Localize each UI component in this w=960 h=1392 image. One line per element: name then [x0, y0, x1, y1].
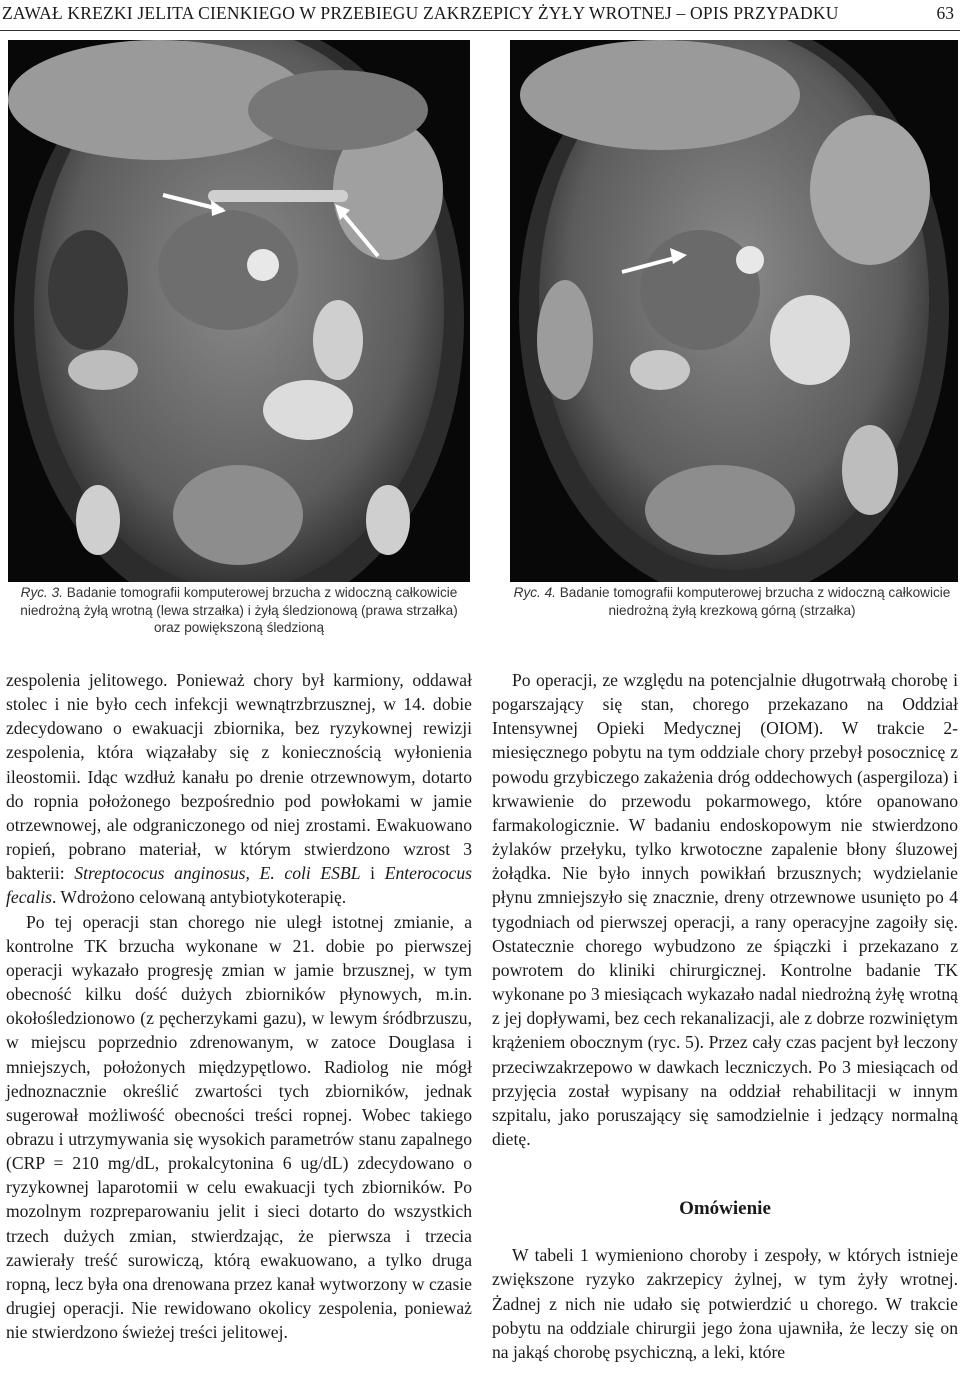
left-paragraph-1: [6, 668, 472, 910]
left-p1-mid: i: [360, 863, 385, 884]
figure-3-ct-image: [8, 40, 470, 582]
figure-4-ct-image: [510, 40, 958, 582]
running-header: [0, 0, 960, 31]
figure-3-caption: [6, 584, 472, 637]
figure-4-caption-text: Badanie tomografii komputerowej brzucha z widoczną całkowicie niedrożną żyłą krezkową górną (strzałka): [559, 585, 951, 618]
running-title: ZAWAŁ KREZKI JELITA CIENKIEGO W PRZEBIEGU ZAKRZEPICY ŻYŁY WROTNEJ – OPIS PRZYPADKU: [2, 3, 839, 23]
ct-scan-3: [8, 40, 470, 582]
left-p1-end: . Wdrożono celowaną antybiotykoterapię.: [51, 887, 347, 908]
page-number: 63: [936, 3, 954, 23]
right-paragraph-2: W tabeli 1 wymieniono choroby i zespoły, w których istnieje zwiększone ryzyko zakrzepicy żylnej, w tym żyły wrotnej. Żadnej z nich nie udało się potwierdzić u chorego. W trakcie pobytu na oddziale chirurgii jego żona ujawniła, że leczy się on na jakąś chorobę psychiczną, a leki, które: [492, 1245, 958, 1362]
left-p1-italic-1: Streptococus anginosus, E. coli ESBL: [74, 863, 361, 884]
left-paragraph-2: Po tej operacji stan chorego nie uległ istotnej zmianie, a kontrolne TK brzucha wykonane w 21. dobie po pierwszej operacji wykazało progresję zmian w jamie brzusznej, w tym obecność kilku dość dużych zbiorników płynowych, m.in. okołośledzionowo (z pęcherzykami gazu), w lewym śródbrzuszu, w miejscu poprzednio zdrenowanym, w zatoce Douglasa i mniejszych, położonych międzypętlowo. Radiolog nie mógł jednoznacznie określić zwartości tych zbiorników, jednak sugerował możliwość obecności treści ropnej. Wobec takiego obrazu i utrzymywania się wysokich parametrów stanu zapalnego (CRP = 210 mg/dL, prokalcytonina 6 ug/dL) zdecydowano o ryzykownej laparotomii w celu ewakuacji tych zbiorników. Po mozolnym rozpreparowaniu jelit i sieci dotarto do wszystkich trzech dużych zmian, stwierdzając, że pierwsza i trzecia zawierały treść surowiczą, którą ewakuowano, a tylko druga ropną, lecz była ona drenowana przez kanał wytworzony w czasie drugiej operacji. Nie rewidowano okolicy zespolenia, ponieważ nie stwierdzono świeżej treści jelitowej.: [6, 911, 472, 1343]
figure-4-label: Ryc. 4.: [513, 585, 556, 600]
right-paragraph-1: Po operacji, ze względu na potencjalnie długotrwałą chorobę i pogarszający się stan, chorego przekazano na Oddział Intensywnej Opieki Medycznej (OIOM). W trakcie 2-miesięcznego pobytu na tym oddziale chory przebył posocznicę z powodu grzybiczego zakażenia dróg oddechowych (aspergiloza) i krwawienie do przewodu pokarmowego, które opanowano farmakologicznie. W badaniu endoskopowym nie stwierdzono żylaków przełyku, tylko krwotoczne zapalenie błony śluzowej żołądka. Nie było innych powikłań brzusznych; wydzielanie płynu zmniejszyło się znacznie, dreny otrzewnowe usunięto po 4 tygodniach od pierwszej operacji, a rany operacyjne zagoiły się. Ostatecznie chorego wybudzono ze śpiączki i przekazano z powrotem do kliniki chirurgicznej. Kontrolne badanie TK wykonane po 3 miesiącach wykazało nadal niedrożną żyłę wrotną z jej dopływami, bez cech rekanalizacji, ale z dobrze rozwiniętym krążeniem obocznym (ryc. 5). Przez cały czas pacjent był leczony przeciwzakrzepowo w dawkach leczniczych. Po 3 miesiącach od przyjęcia został wypisany na oddział rehabilitacji w innym szpitalu, jako poruszający się samodzielnie i jedzący normalną dietę.: [492, 670, 958, 1149]
figure-3-label: Ryc. 3.: [20, 585, 63, 600]
left-p1-italic-2: Enterococus fecalis: [6, 863, 472, 908]
section-heading: Omówienie: [679, 1198, 771, 1220]
left-p1-text: zespolenia jelitowego. Ponieważ chory był karmiony, oddawał stolec i nie było cech infekcji wewnątrzbrzusznej, w 14. dobie zdecydowano o ewakuacji zbiornika, bez ryzykownej rewizji zespolenia, która wiązałaby się z koniecznością wyłonienia ileostomii. Idąc wzdłuż kanału po drenie otrzewnowym, dotarto do ropnia położonego bezpośrednio pod powłokami w jamie otrzewnowej, ale odgraniczonego od niej zrostami. Ewakuowano ropień, pobrano materiał, w którym stwierdzono wzrost 3 bakterii:: [6, 670, 472, 884]
figure-3-caption-text: Badanie tomografii komputerowej brzucha z widoczną całkowicie niedrożną żyłą wrotną (lewa strzałka) i żyłą śledzionową (prawa strzałka) oraz powiększoną śledzioną: [20, 585, 458, 635]
figure-4-caption: [506, 584, 958, 619]
left-column: [6, 668, 472, 1344]
right-column: [492, 668, 958, 1364]
ct-scan-4: [510, 40, 958, 582]
